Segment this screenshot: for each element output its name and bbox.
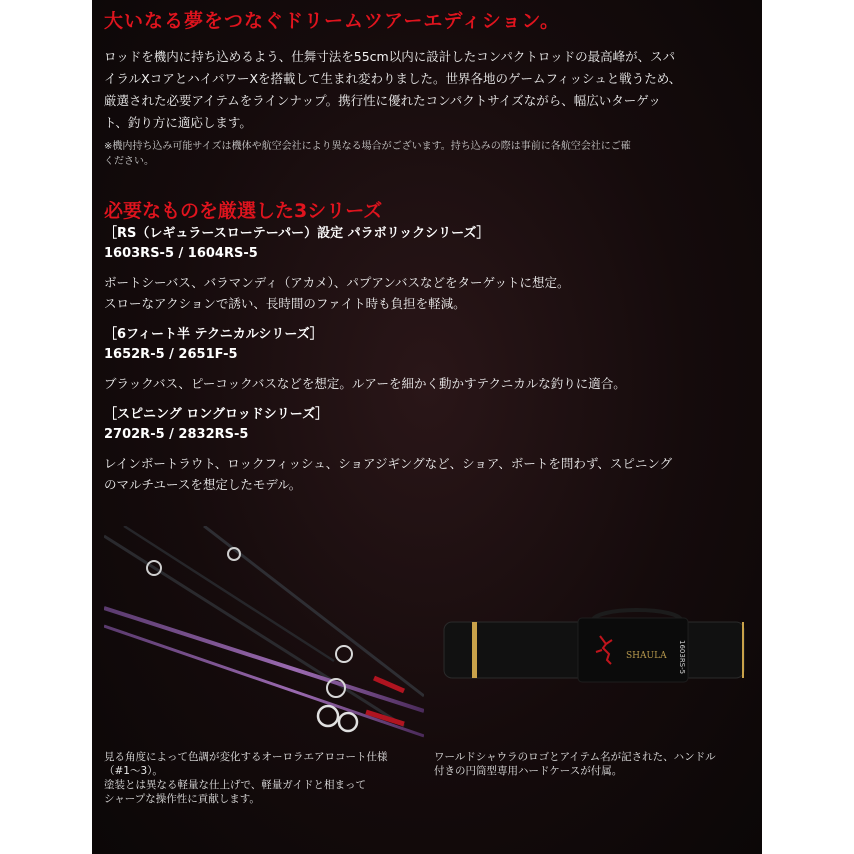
caption-line: 見る角度によって色調が変化するオーロラエアロコート仕様	[104, 751, 388, 763]
caption-line: ワールドシャウラのロゴとアイテム名が記された、ハンドル	[434, 751, 716, 763]
series-name: ［RS（レギュラースローテーパー）設定 パラボリックシリーズ］	[104, 226, 490, 241]
case-label-wrap	[578, 618, 688, 682]
series-models: 1652R-5 / 2651F-5	[104, 347, 238, 362]
caption-line: 付きの円筒型専用ハードケースが付属。	[434, 765, 623, 777]
headline: 大いなる夢をつなぐドリームツアーエディション。	[104, 10, 561, 32]
caption-line: シャープな操作性に貢献します。	[104, 793, 260, 805]
caption-line: 塗装とは異なる軽量な仕上げで、軽量ガイドと相まって	[104, 779, 366, 791]
series-parabolic	[104, 224, 750, 314]
case-caption	[434, 750, 750, 778]
series-desc	[104, 453, 750, 495]
desc-line: ブラックバス、ピーコックバスなどを想定。ルアーを細かく動かすテクニカルな釣りに適合。	[104, 376, 626, 391]
rod-case-image	[442, 600, 746, 700]
intro-line: 厳選された必要アイテムをラインナップ。携行性に優れたコンパクトサイズながら、幅広いターゲッ	[104, 93, 661, 108]
rod-guide	[336, 646, 352, 662]
note-line: ください。	[104, 156, 154, 167]
desc-line: ボートシーバス、バラマンディ（アカメ）、パプアンバスなどをターゲットに想定。	[104, 275, 570, 290]
desc-line: のマルチユースを想定したモデル。	[104, 477, 302, 492]
caption-line: （#1〜3）。	[104, 765, 163, 777]
desc-line: レインボートラウト、ロックフィッシュ、ショアジギングなど、ショア、ボートを問わず、スピニング	[104, 456, 673, 471]
case-model-text: 1603RS-5	[678, 640, 686, 675]
desc-line: スローなアクションで誘い、長時間のファイト時も負担を軽減。	[104, 296, 466, 311]
product-panel	[92, 0, 762, 854]
rod-guide	[339, 713, 357, 731]
series-technical	[104, 325, 750, 394]
case-brand-text: SHAULA	[626, 651, 667, 661]
series-desc	[104, 373, 750, 394]
intro-line: イラルXコアとハイパワーXを搭載して生まれ変わりました。世界各地のゲームフィッシュと戦うため、	[104, 71, 682, 86]
intro-text	[104, 46, 750, 134]
series-name: ［スピニング ロングロッドシリーズ］	[104, 407, 329, 422]
series-models: 1603RS-5 / 1604RS-5	[104, 246, 258, 261]
rod-winding	[374, 678, 404, 691]
series-name: ［6フィート半 テクニカルシリーズ］	[104, 327, 323, 342]
intro-line: ロッドを機内に持ち込めるよう、仕舞寸法を55cm以内に設計したコンパクトロッドの最高峰が、スパ	[104, 49, 676, 64]
case-band	[472, 622, 477, 678]
carry-on-note	[104, 139, 750, 169]
series-desc	[104, 272, 750, 314]
case-band	[742, 622, 744, 678]
rods-caption	[104, 750, 422, 806]
series-spinning-long	[104, 405, 750, 495]
intro-line: ト、釣り方に適応します。	[104, 115, 252, 130]
rod-guide	[318, 706, 338, 726]
note-line: ※機内持ち込み可能サイズは機体や航空会社により異なる場合がございます。持ち込みの際は事前に各航空会社にご確	[104, 141, 631, 152]
section-title: 必要なものを厳選した3シリーズ	[104, 200, 383, 222]
rods-image	[104, 526, 424, 744]
series-models: 2702R-5 / 2832RS-5	[104, 427, 249, 442]
